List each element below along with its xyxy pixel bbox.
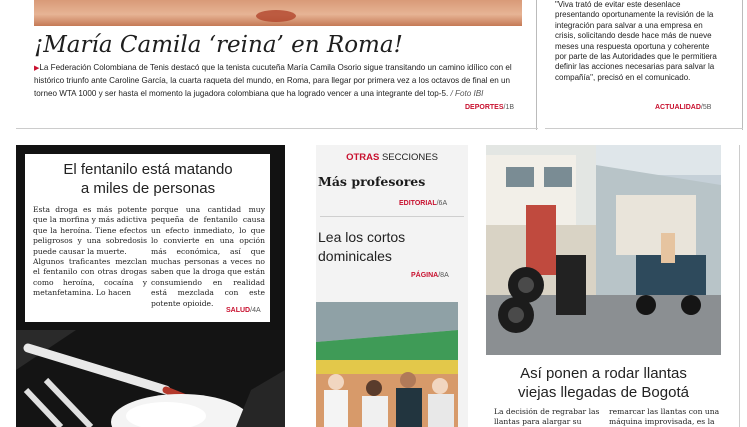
section-name: ACTUALIDAD [655,104,701,111]
llantas-headline [486,364,721,402]
basketball-photo [316,302,458,427]
page-ref: /5B [700,104,712,111]
tennis-body-text: La Federación Colombiana de Tenis destacó que la tenista cucuteña María Camila Osorio sigue transitando un camino idílico con el histórico triunfo ante Caroline García, la cuarta raqueta del mundo, en Roma, para llegar por primera vez a los octavos de final en un torneo WTA 1000 y ser hasta el momento la jugadora colombiana que ha logrado vencer a una integrante del top-5. [34,63,512,98]
title-line: dominicales [318,248,392,264]
section-name: DEPORTES [465,104,504,111]
tennis-photo [34,0,522,26]
otras-divider [320,216,464,217]
tennis-body [34,62,524,100]
photo-credit: / Foto IBI [450,88,484,98]
powder-photo [16,330,285,427]
bullet-triangle-icon: ▶ [34,65,40,72]
column-divider [739,145,740,427]
section-name: SALUD [226,307,251,314]
headline-line: a miles de personas [80,180,216,197]
fentanilo-headline [30,160,266,198]
headline-line: El fentanilo está matando [63,161,233,178]
tennis-headline: ¡María Camila ‘reina’ en Roma! [34,32,403,58]
column-divider [742,0,743,130]
horizontal-divider [16,128,538,129]
page-ref: /8A [438,272,449,279]
page-ref: /1B [503,104,515,111]
viva-section-ref[interactable] [655,104,711,111]
otras-item-title[interactable] [318,228,466,266]
otras-item-section-ref[interactable] [411,272,449,279]
llantas-col-1: La decisión de regrabar las llantas para alargar su [494,407,600,427]
section-name: PÁGINA [411,272,439,279]
kicker-rest: SECCIONES [379,152,438,163]
fentanilo-section-ref[interactable] [226,307,261,314]
horizontal-divider [545,128,743,129]
page-ref: /4A [250,307,261,314]
column-divider [536,0,537,130]
kicker-bold: OTRAS [346,152,380,163]
section-name: EDITORIAL [399,200,437,207]
otras-item-section-ref[interactable] [399,200,447,207]
fentanilo-col-1: Esta droga es más potente que la morfina y más adictiva que la heroína. Tiene efectos peligrosos y una sobredosis puede causar la muerte. Algunos traficantes mezclan el fentanilo con otras drogas como heroína, cocaína y metanfetamina. Lo hacen [33,205,147,298]
title-line: Lea los cortos [318,229,406,245]
tires-street-photo [486,145,721,355]
viva-body: "Viva trató de evitar este desenlace presentando oportunamente la revisión de la integración para salvar a una empresa en crisis, solicitando desde hace más de nueve meses una respuesta oportuna y coherente por parte de las Autoridades que le permitiera definir las acciones necesarias para salvar la compañía", precisó en el comunicado. [555,0,717,82]
llantas-col-2: remarcar las llantas con una máquina improvisada, es la [609,407,720,427]
otras-item-title[interactable]: Más profesores [318,174,426,189]
headline-line: viejas llegadas de Bogotá [518,384,689,401]
otras-secciones-kicker [316,152,468,163]
tennis-section-ref[interactable] [465,104,514,111]
fentanilo-col-2: porque una cantidad muy pequeña de fentanilo causa un efecto inmediato, lo que lo convierte en una opción más económica, así que muchas personas a veces no saben que la droga que están consumiendo en realidad está mezclada con este potente opioide. [151,205,265,308]
headline-line: Así ponen a rodar llantas [520,365,687,382]
page-ref: /6A [436,200,448,207]
